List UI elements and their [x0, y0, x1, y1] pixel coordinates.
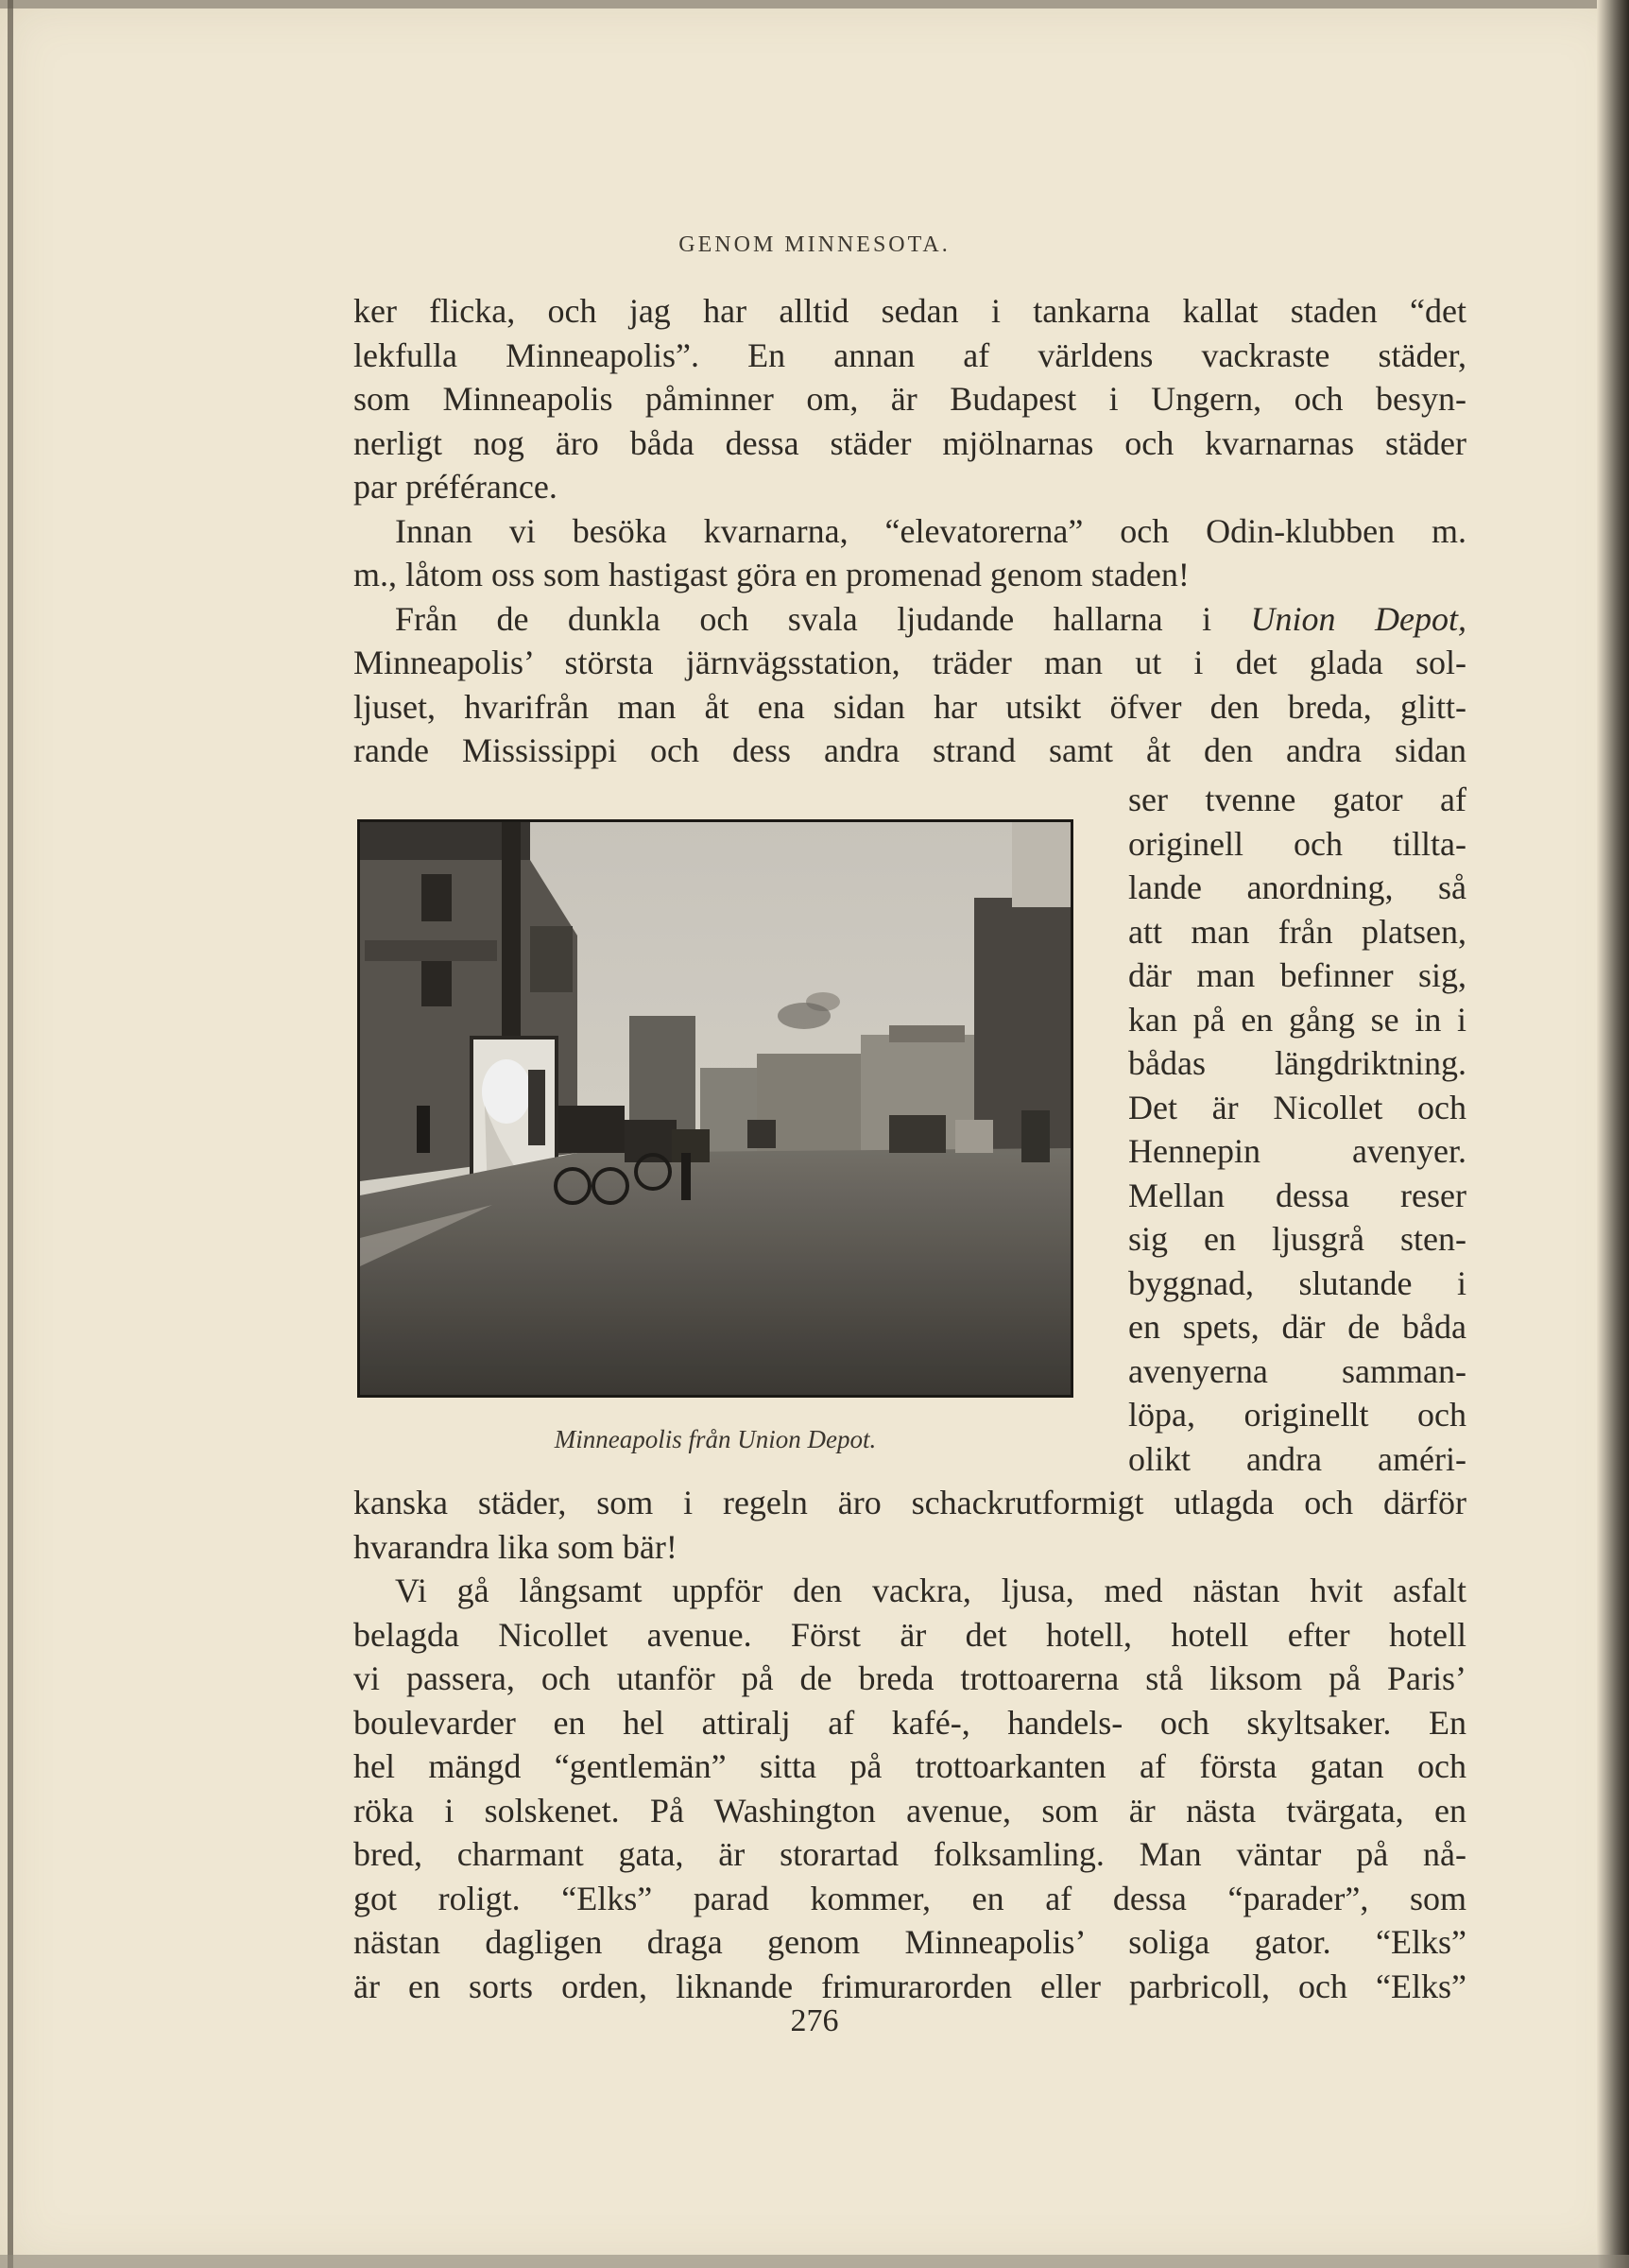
text-line: Minneapolis’ största järnvägsstation, träder man ut i det glada sol-: [353, 644, 1466, 681]
body-text-bottom: [353, 1481, 1466, 2008]
text-line: är en sorts orden, liknande frimurarorden eller parbricoll, och “Elks”: [353, 1967, 1466, 2005]
text-line: [353, 597, 1466, 642]
text-line: ker flicka, och jag har alltid sedan i tankarna kallat staden “det: [353, 292, 1466, 330]
text-line: bred, charmant gata, är storartad folksamling. Man väntar på nå-: [353, 1835, 1466, 1873]
page-bottom-edge: [0, 2255, 1629, 2268]
text-line: belagda Nicollet avenue. Först är det hotell, hotell efter hotell: [353, 1615, 1466, 1654]
page-top-edge: [0, 0, 1629, 9]
text-line: nästan dagligen draga genom Minneapolis’ soliga gator. “Elks”: [353, 1923, 1466, 1961]
book-spine-shadow: [1597, 0, 1629, 2268]
text-line: att man från platsen,: [1128, 912, 1466, 951]
page-number: 276: [790, 2003, 839, 2038]
text-line: som Minneapolis påminner om, är Budapest i Ungern, och besyn-: [353, 380, 1466, 418]
text-line: lekfulla Minneapolis”. En annan af världens vackraste städer,: [353, 335, 1466, 374]
text-line: kan på en gång se in i: [1128, 1000, 1466, 1039]
text-line: nerligt nog äro båda dessa städer mjölnarnas och kvarnarnas städer: [353, 423, 1466, 462]
text-line: ser tvenne gator af: [1128, 781, 1466, 818]
text-line: byggnad, slutande i: [1128, 1263, 1466, 1302]
text-line: kanska städer, som i regeln äro schackrutformigt utlagda och därför: [353, 1484, 1466, 1521]
text-line: hel mängd “gentlemän” sitta på trottoarkanten af första gatan och: [353, 1747, 1466, 1785]
text-line: olikt andra améri-: [1128, 1439, 1466, 1478]
text-line: röka i solskenet. På Washington avenue, som är nästa tvärgata, en: [353, 1791, 1466, 1830]
text-line: par préférance.: [353, 468, 557, 506]
text-line: Det är Nicollet och: [1128, 1088, 1466, 1126]
text-line: hvarandra lika som bär!: [353, 1527, 677, 1566]
text-line: Hennepin avenyer.: [1128, 1132, 1466, 1170]
text-line: en spets, där de båda: [1128, 1308, 1466, 1346]
text-line: lande anordning, så: [1128, 868, 1466, 906]
text-line: got roligt. “Elks” parad kommer, en af dessa “parader”, som: [353, 1879, 1466, 1917]
text-line: m., låtom oss som hastigast göra en promenad genom staden!: [353, 556, 1190, 593]
text-line: Mellan dessa reser: [1128, 1176, 1466, 1214]
body-text-top: [353, 289, 1466, 773]
text-line: boulevarder en hel attiralj af kafé-, handels- och skyltsaker. En: [353, 1703, 1466, 1742]
text-line: Innan vi besöka kvarnarna, “elevatorerna” och Odin-klubben m.: [395, 511, 1466, 550]
street-scene-illustration: [360, 822, 1071, 1395]
text-line: ljuset, hvarifrån man åt ena sidan har utsikt öfver den breda, glitt-: [353, 687, 1466, 726]
text-line: där man befinner sig,: [1128, 956, 1466, 994]
text-line: vi passera, och utanför på de breda trottoarerna stå liksom på Paris’: [353, 1659, 1466, 1697]
text-line: Vi gå långsamt uppför den vackra, ljusa, med nästan hvit asfalt: [395, 1572, 1466, 1609]
text-line: rande Mississippi och dess andra strand samt åt den andra sidan: [353, 731, 1466, 769]
body-text-wrap: [1128, 778, 1466, 1481]
text-line: avenyerna samman-: [1128, 1351, 1466, 1390]
street-photograph: [357, 819, 1073, 1398]
text-line: bådas längdriktning.: [1128, 1044, 1466, 1082]
photo-caption: Minneapolis från Union Depot.: [554, 1425, 877, 1453]
text-line: löpa, originellt och: [1128, 1396, 1466, 1434]
page-left-edge: [8, 0, 13, 2268]
text-line: originell och tillta-: [1128, 824, 1466, 863]
text-fragment: Från de dunkla och svala ljudande hallarna i: [395, 599, 1251, 638]
running-header: GENOM MINNESOTA.: [678, 232, 951, 257]
emphasis-text: Union Depot,: [1250, 599, 1466, 638]
text-line: sig en ljusgrå sten-: [1128, 1220, 1466, 1258]
